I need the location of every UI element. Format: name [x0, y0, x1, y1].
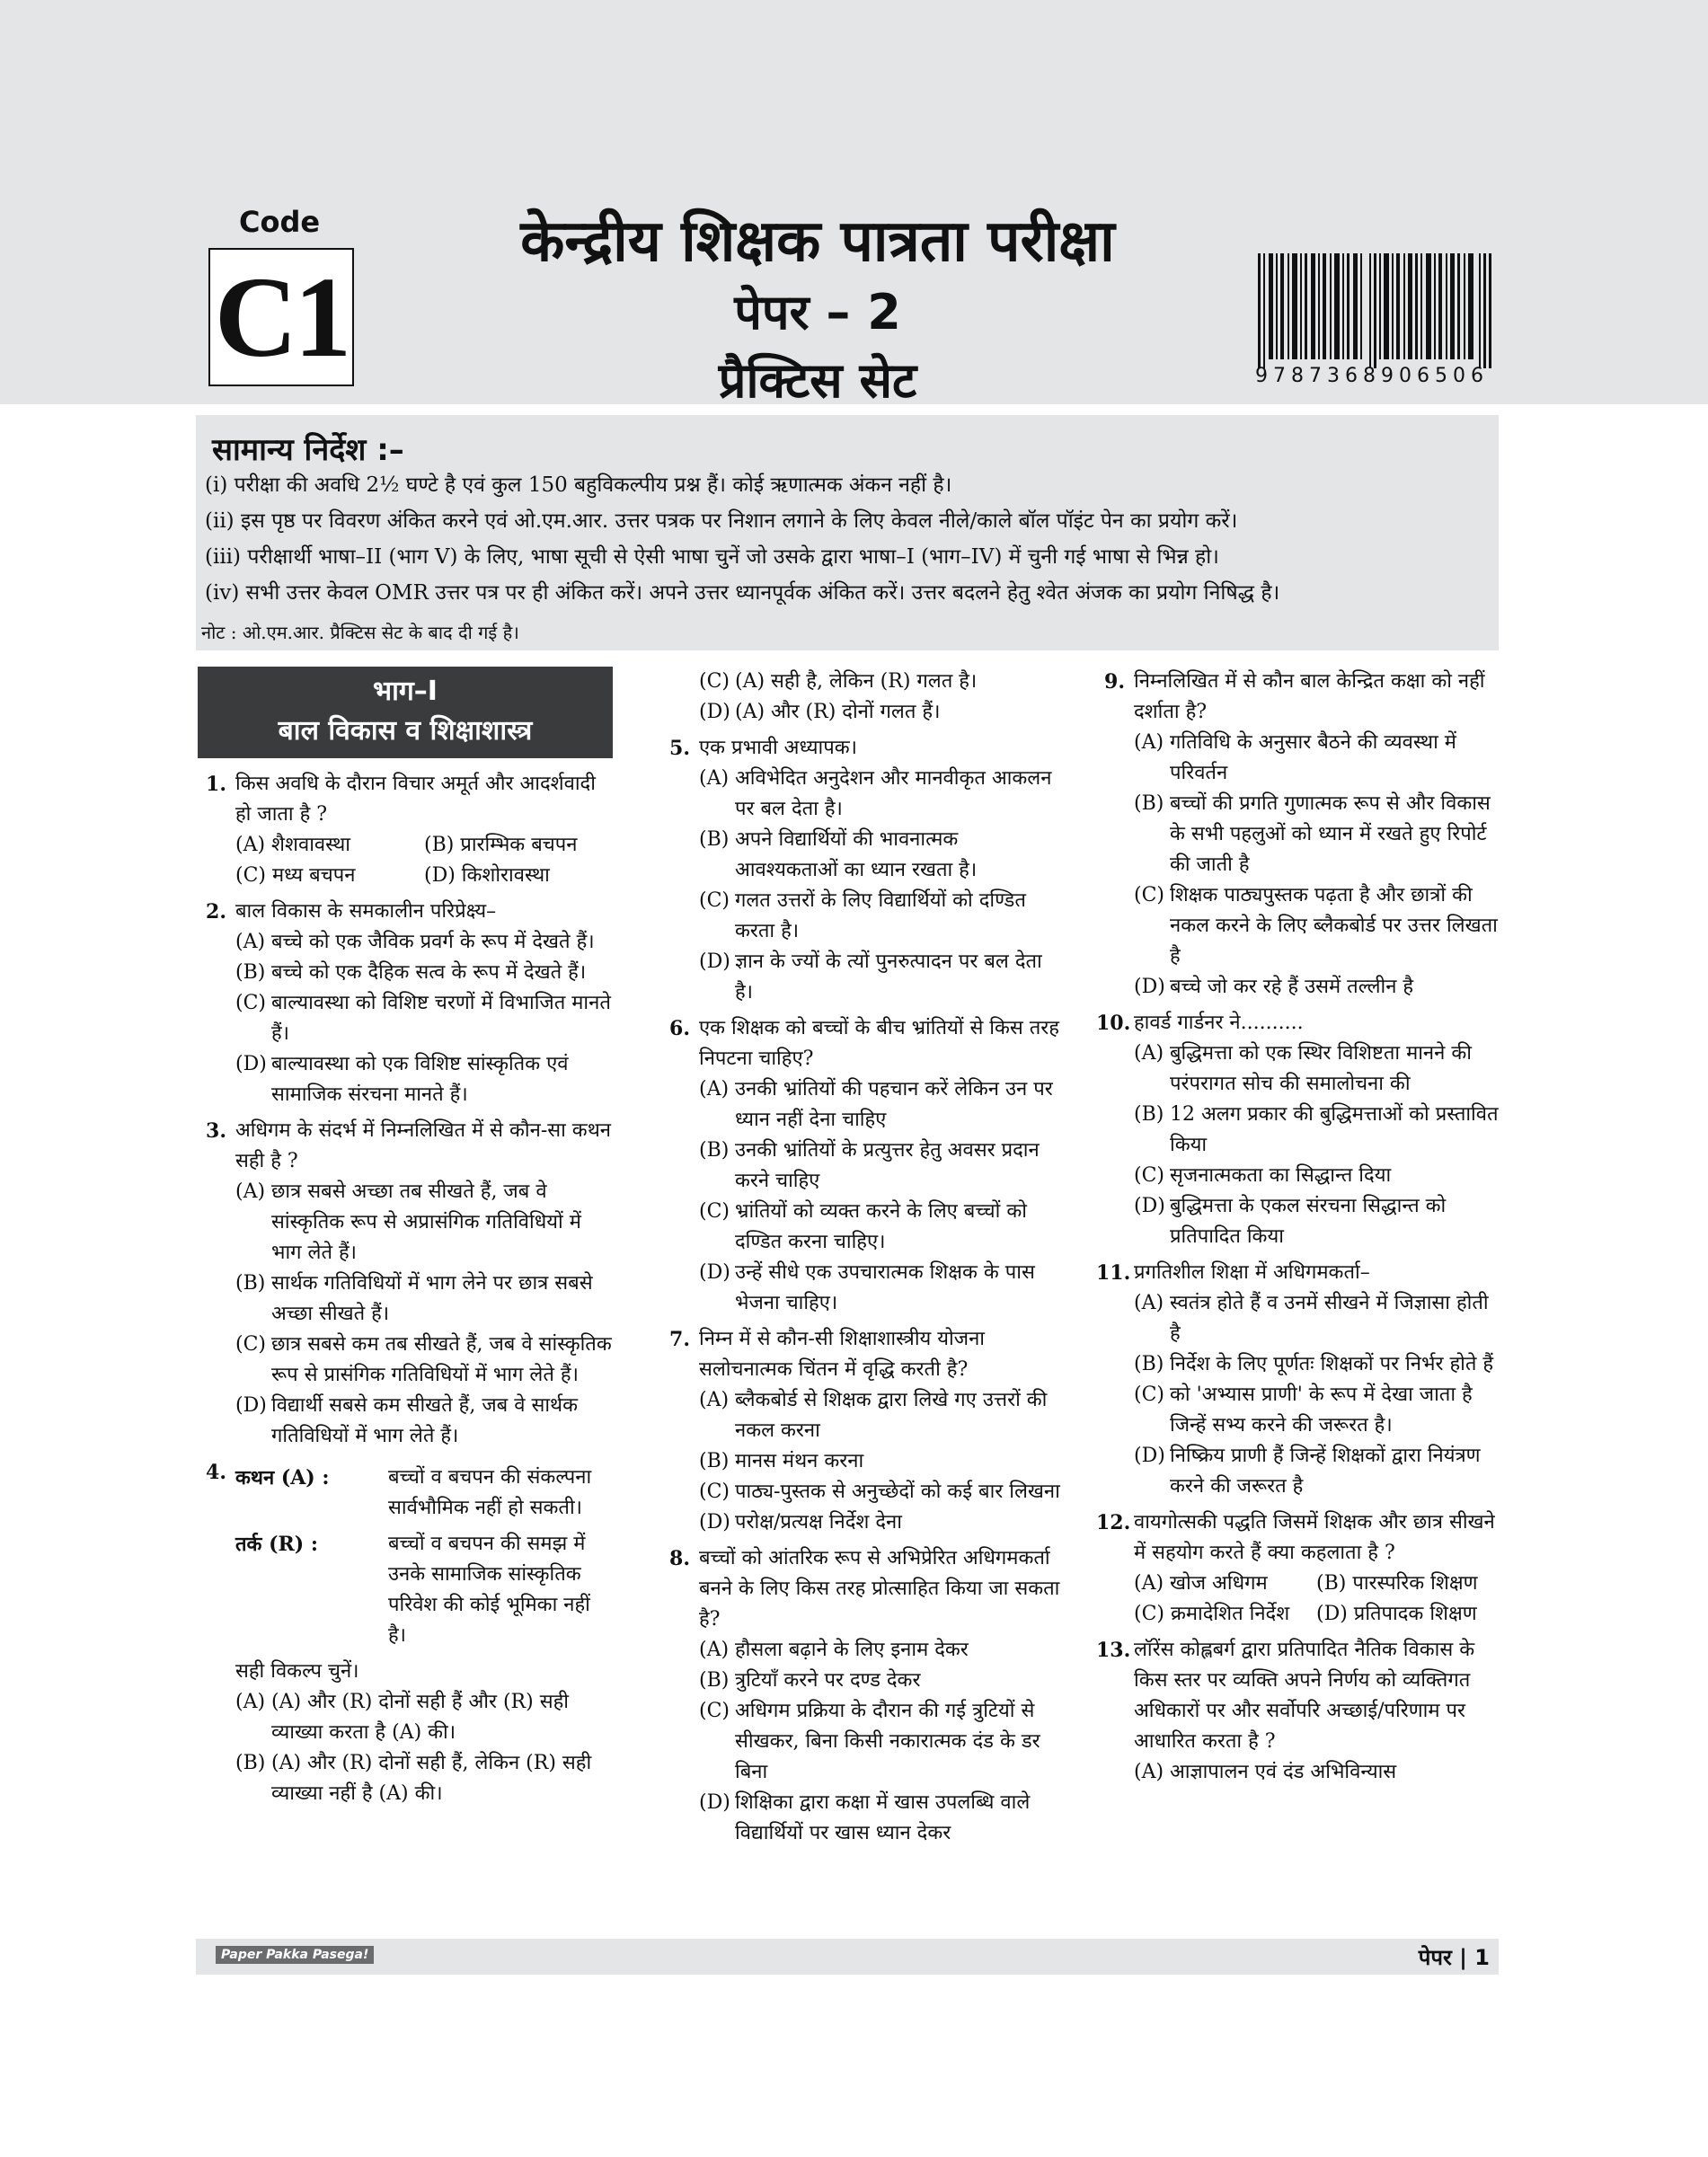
option[interactable]: (A) ब्लैकबोर्ड से शिक्षक द्वारा लिखे गए उत्तरों की नकल करना	[699, 1389, 1048, 1442]
instruction-item: (iii) परीक्षार्थी भाषा–II (भाग V) के लिए, भाषा सूची से ऐसी भाषा चुनें जो उसके द्वारा भाषा–I (भाग–IV) में चुनी गई भाषा से भिन्न हो।	[205, 545, 1219, 569]
question-9	[1096, 667, 1499, 1003]
option[interactable]: (B) मानस मंथन करना	[699, 1450, 864, 1472]
option[interactable]: (B) बच्चों की प्रगति गुणात्मक रूप से और विकास के सभी पहलुओं को ध्यान में रखते हुए रिपोर्ट की जाती है	[1134, 792, 1491, 876]
question-number: 4.	[206, 1461, 226, 1484]
option[interactable]: (B) 12 अलग प्रकार की बुद्धिमत्ताओं को प्रस्तावित किया	[1134, 1103, 1499, 1156]
option[interactable]: (D) बच्चे जो कर रहे हैं उसमें तल्लीन है	[1134, 976, 1414, 998]
question-text: एक प्रभावी अध्यापक।	[699, 737, 857, 759]
option[interactable]: (A) आज्ञापालन एवं दंड अभिविन्यास	[1134, 1761, 1397, 1783]
question-text: हावर्ड गार्डनर ने..........	[1134, 1012, 1304, 1034]
option[interactable]: (C) को 'अभ्यास प्राणी' के रूप में देखा जाता है जिन्हें सभ्य करने की जरूरत है।	[1134, 1383, 1473, 1437]
practice-set-title: प्रैक्टिस सेट	[718, 352, 917, 409]
option[interactable]: (C) मध्य बचपन	[235, 864, 356, 887]
option[interactable]: (B) (A) और (R) दोनों सही हैं, लेकिन (R) सही व्याख्या नहीं है (A) की।	[235, 1752, 592, 1805]
footer-tagline: Paper Pakka Pasega!	[216, 1946, 374, 1964]
option[interactable]: (A) खोज अधिगम	[1134, 1572, 1268, 1595]
option[interactable]: (B) पारस्परिक शिक्षण	[1316, 1572, 1478, 1595]
option[interactable]: (B) बच्चे को एक दैहिक सत्व के रूप में देखते हैं।	[235, 961, 587, 984]
question-number: 11.	[1096, 1261, 1131, 1285]
option[interactable]: (A) अविभेदित अनुदेशन और मानवीकृत आकलन पर बल देता है।	[699, 767, 1052, 820]
option[interactable]: (C) भ्रांतियों को व्यक्त करने के लिए बच्चों को दण्डित करना चाहिए।	[699, 1200, 1027, 1253]
reason-label: तर्क (R) :	[235, 1533, 318, 1556]
option[interactable]: (B) अपने विद्यार्थियों की भावनात्मक आवश्यकताओं का ध्यान रखता है।	[699, 828, 978, 881]
instruction-item: (iv) सभी उत्तर केवल OMR उत्तर पत्र पर ही अंकित करें। अपने उत्तर ध्यानपूर्वक अंकित करें। उत्तर बदलने हेतु श्वेत अंजक का प्रयोग निषिद्ध है।	[205, 581, 1280, 605]
exam-title: केन्द्रीय शिक्षक पात्रता परीक्षा	[520, 208, 1115, 275]
question-text: एक शिक्षक को बच्चों के बीच भ्रांतियों से किस तरह निपटना चाहिए?	[699, 1017, 1059, 1070]
instructions-heading: सामान्य निर्देश :–	[212, 432, 404, 468]
assertion-label: कथन (A) :	[235, 1466, 330, 1490]
question-number: 13.	[1096, 1639, 1131, 1662]
option[interactable]: (D) (A) और (R) दोनों गलत हैं।	[699, 701, 941, 723]
option[interactable]: (C) शिक्षक पाठ्यपुस्तक पढ़ता है और छात्रों की नकल करने के लिए ब्लैकबोर्ड पर उत्तर लिखता है	[1134, 884, 1498, 968]
question-1	[198, 769, 613, 891]
paper-number: पेपर – 2	[734, 284, 901, 340]
assertion-text: बच्चों व बचपन की संकल्पना सार्वभौमिक नहीं हो सकती।	[388, 1466, 592, 1519]
question-12	[1096, 1507, 1499, 1630]
option[interactable]: (C) बाल्यावस्था को विशिष्ट चरणों में विभाजित मानते हैं।	[235, 992, 611, 1045]
question-text: प्रगतिशील शिक्षा में अधिगमकर्ता–	[1134, 1261, 1370, 1284]
option[interactable]: (C) सृजनात्मकता का सिद्धान्त दिया	[1134, 1164, 1392, 1187]
question-4-continued	[661, 667, 1062, 728]
question-number: 9.	[1104, 670, 1125, 694]
question-11	[1096, 1258, 1499, 1502]
option[interactable]: (D) प्रतिपादक शिक्षण	[1316, 1603, 1477, 1625]
option[interactable]: (B) प्रारम्भिक बचपन	[424, 834, 578, 856]
question-5	[661, 733, 1062, 1008]
option[interactable]: (A) बुद्धिमत्ता को एक स्थिर विशिष्टता मानने की परंपरागत सोच की समालोचना की	[1134, 1042, 1472, 1095]
option[interactable]: (A) छात्र सबसे अच्छा तब सीखते हैं, जब वे सांस्कृतिक रूप से अप्रासंगिक गतिविधियों में भाग लेते हैं।	[235, 1180, 581, 1264]
question-number: 10.	[1096, 1012, 1131, 1035]
question-2	[198, 897, 613, 1110]
option[interactable]: (D) शिक्षिका द्वारा कक्षा में खास उपलब्धि वाले विद्यार्थियों पर खास ध्यान देकर	[699, 1791, 1031, 1844]
option[interactable]: (B) सार्थक गतिविधियों में भाग लेने पर छात्र सबसे अच्छा सीखते हैं।	[235, 1272, 593, 1325]
question-7	[661, 1324, 1062, 1538]
section-part: भाग–I	[373, 676, 438, 707]
general-instructions	[196, 415, 1499, 650]
question-number: 12.	[1096, 1511, 1131, 1534]
option[interactable]: (C) (A) सही है, लेकिन (R) गलत है।	[699, 670, 978, 693]
question-number: 8.	[669, 1547, 690, 1570]
barcode	[1258, 253, 1491, 368]
code-label: Code	[239, 205, 321, 239]
option[interactable]: (D) बाल्यावस्था को एक विशिष्ट सांस्कृतिक एवं सामाजिक संरचना मानते हैं।	[235, 1053, 569, 1106]
question-text: निम्नलिखित में से कौन बाल केन्द्रित कक्षा को नहीं दर्शाता है?	[1134, 670, 1485, 723]
section-name: बाल विकास व शिक्षाशास्त्र	[278, 715, 533, 747]
question-number: 2.	[206, 900, 226, 924]
option[interactable]: (D) उन्हें सीधे एक उपचारात्मक शिक्षक के पास भेजना चाहिए।	[699, 1261, 1035, 1314]
option[interactable]: (C) पाठ्य-पुस्तक से अनुच्छेदों को कई बार लिखना	[699, 1481, 1060, 1503]
question-text: लॉरेंस कोह्लबर्ग द्वारा प्रतिपादित नैतिक विकास के किस स्तर पर व्यक्ति अपने निर्णय को व्यक्तिगत अधिकारों पर और सर्वोपरि अच्छाई/परिणाम पर आधारित करता है ?	[1134, 1639, 1475, 1753]
instruction-item: (ii) इस पृष्ठ पर विवरण अंकित करने एवं ओ.एम.आर. उत्तर पत्रक पर निशान लगाने के लिए केवल नीले/काले बॉल पॉइंट पेन का प्रयोग करें।	[205, 509, 1238, 533]
instructions-note: नोट : ओ.एम.आर. प्रैक्टिस सेट के बाद दी गई है।	[201, 622, 519, 643]
page-number: पेपर | 1	[1418, 1945, 1490, 1970]
question-text: वायगोत्सकी पद्धति जिसमें शिक्षक और छात्र सीखने में सहयोग करते हैं क्या कहलाता है ?	[1134, 1511, 1495, 1564]
page-footer	[196, 1939, 1499, 1975]
option[interactable]: (C) अधिगम प्रक्रिया के दौरान की गई त्रुटियों से सीखकर, बिना किसी नकारात्मक दंड के डर बिना	[699, 1700, 1040, 1783]
question-text: निम्न में से कौन-सी शिक्षाशास्त्रीय योजना सलोचनात्मक चिंतन में वृद्धि करती है?	[699, 1328, 985, 1381]
column-middle	[661, 667, 1062, 1849]
isbn-number: 9787368906506	[1255, 365, 1489, 387]
option[interactable]: (C) छात्र सबसे कम तब सीखते हैं, जब वे सांस्कृतिक रूप से प्रासंगिक गतिविधियों में भाग लेते हैं।	[235, 1333, 612, 1386]
option[interactable]: (A) उनकी भ्रांतियों की पहचान करें लेकिन उन पर ध्यान नहीं देना चाहिए	[699, 1078, 1053, 1131]
question-number: 7.	[669, 1328, 690, 1351]
option[interactable]: (A) (A) और (R) दोनों सही हैं और (R) सही व्याख्या करता है (A) की।	[235, 1691, 569, 1744]
option[interactable]: (B) निर्देश के लिए पूर्णतः शिक्षकों पर निर्भर होते हैं	[1134, 1353, 1494, 1375]
option[interactable]: (A) हौसला बढ़ाने के लिए इनाम देकर	[699, 1639, 969, 1661]
question-8	[661, 1543, 1062, 1849]
option[interactable]: (D) बुद्धिमत्ता के एकल संरचना सिद्धान्त को प्रतिपादित किया	[1134, 1195, 1447, 1248]
question-13	[1096, 1635, 1499, 1788]
question-text: बाल विकास के समकालीन परिप्रेक्ष्य–	[235, 900, 497, 923]
section-header	[198, 667, 613, 758]
column-right	[1096, 667, 1499, 1788]
question-6	[661, 1013, 1062, 1319]
question-number: 1.	[206, 773, 226, 796]
question-10	[1096, 1008, 1499, 1252]
question-number: 5.	[669, 737, 690, 760]
reason-text: बच्चों व बचपन की समझ में उनके सामाजिक सांस्कृतिक परिवेश की कोई भूमिका नहीं है।	[388, 1533, 590, 1647]
question-number: 6.	[669, 1017, 690, 1040]
option[interactable]: (C) गलत उत्तरों के लिए विद्यार्थियों को दण्डित करता है।	[699, 889, 1026, 942]
option[interactable]: (B) उनकी भ्रांतियों के प्रत्युत्तर हेतु अवसर प्रदान करने चाहिए	[699, 1139, 1040, 1192]
question-number: 3.	[206, 1119, 226, 1143]
option[interactable]: (A) बच्चे को एक जैविक प्रवर्ग के रूप में देखते हैं।	[235, 931, 595, 953]
option[interactable]: (D) ज्ञान के ज्यों के त्यों पुनरुत्पादन पर बल देता है।	[699, 950, 1042, 1003]
option[interactable]: (A) गतिविधि के अनुसार बैठने की व्यवस्था में परिवर्तन	[1134, 731, 1456, 784]
option[interactable]: (D) विद्यार्थी सबसे कम सीखते हैं, जब वे सार्थक गतिविधियों में भाग लेते हैं।	[235, 1394, 578, 1447]
column-left	[198, 667, 613, 1809]
option[interactable]: (D) परोक्ष/प्रत्यक्ष निर्देश देना	[699, 1511, 902, 1534]
option[interactable]: (A) शैशवावस्था	[235, 834, 351, 856]
instruction-item: (i) परीक्षा की अवधि 2½ घण्टे है एवं कुल 150 बहुविकल्पीय प्रश्न हैं। कोई ऋणात्मक अंकन नहीं है।	[205, 473, 952, 497]
question-prompt: सही विकल्प चुनें।	[235, 1660, 359, 1683]
question-text: अधिगम के संदर्भ में निम्नलिखित में से कौन-सा कथन सही है ?	[235, 1119, 611, 1172]
option[interactable]: (D) निष्क्रिय प्राणी हैं जिन्हें शिक्षकों द्वारा नियंत्रण करने की जरूरत है	[1134, 1445, 1481, 1498]
question-3	[198, 1116, 613, 1452]
option[interactable]: (C) क्रमादेशित निर्देश	[1134, 1603, 1290, 1625]
question-text: बच्चों को आंतरिक रूप से अभिप्रेरित अधिगमकर्ता बनने के लिए किस तरह प्रोत्साहित किया जा सकता है?	[699, 1547, 1060, 1631]
option[interactable]: (A) स्वतंत्र होते हैं व उनमें सीखने में जिज्ञासा होती है	[1134, 1292, 1489, 1345]
question-4	[198, 1457, 613, 1809]
code-box: C1	[208, 248, 354, 386]
question-text: किस अवधि के दौरान विचार अमूर्त और आदर्शवादी हो जाता है ?	[235, 773, 596, 826]
option[interactable]: (B) त्रुटियाँ करने पर दण्ड देकर	[699, 1669, 921, 1692]
option[interactable]: (D) किशोरावस्था	[424, 864, 550, 887]
